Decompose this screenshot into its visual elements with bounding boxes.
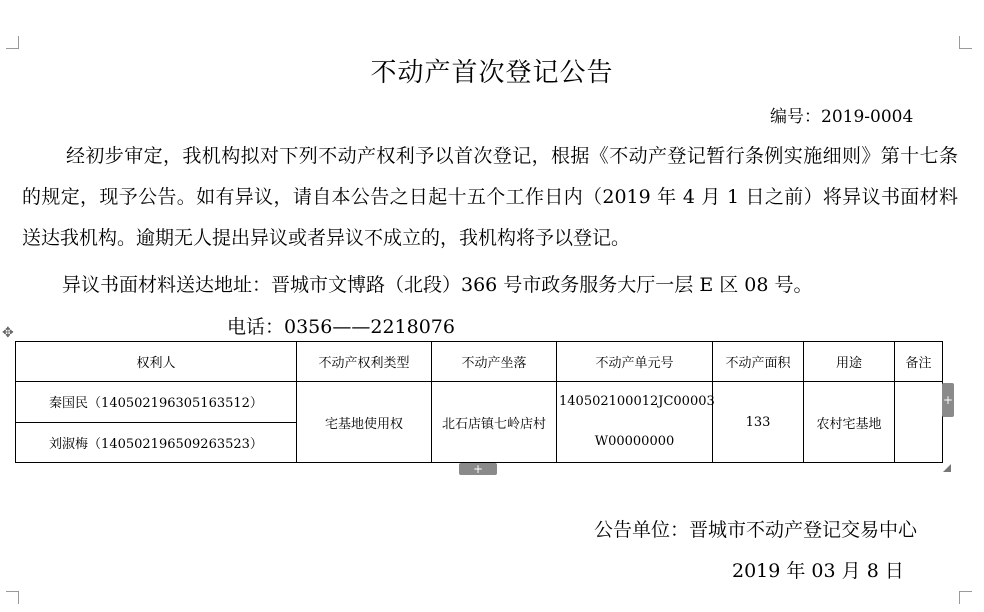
- address-paragraph: 异议书面材料送达地址：晋城市文博路（北段）366 号市政务服务大厅一层 E 区 08 号。: [62, 274, 813, 296]
- header-right-type[interactable]: 不动产权利类型: [297, 342, 432, 382]
- announcement-date: 2019 年 03 月 8 日: [732, 560, 904, 582]
- registration-table: [15, 341, 943, 463]
- header-remark[interactable]: 备注: [895, 342, 943, 382]
- usage-cell[interactable]: 农村宅基地: [804, 382, 895, 463]
- remark-cell[interactable]: [895, 382, 943, 463]
- location-cell[interactable]: 北石店镇七岭店村: [432, 382, 557, 463]
- crop-mark-bottom-left: [6, 591, 19, 604]
- owner-cell[interactable]: 秦国民（140502196305163512）: [16, 382, 297, 423]
- plus-icon: +: [472, 462, 484, 476]
- right-type-cell[interactable]: 宅基地使用权: [297, 382, 432, 463]
- crop-mark-bottom-right: [959, 591, 972, 604]
- table-resize-handle[interactable]: [943, 464, 951, 472]
- crop-mark-top-left: [6, 36, 19, 49]
- table-header-row: [16, 342, 943, 382]
- document-title: 不动产首次登记公告: [370, 58, 614, 88]
- add-row-button[interactable]: [459, 463, 497, 475]
- document-number: 编号：2019-0004: [770, 107, 914, 127]
- plus-icon: +: [942, 393, 954, 407]
- announcement-paragraph: 经初步审定，我机构拟对下列不动产权利予以首次登记，根据《不动产登记暂行条例实施细则》第十七条的规定，现予公告。如有异议，请自本公告之日起十五个工作日内（2019 年 4 月 1 日之前）将异议书面材料送达我机构。逾期无人提出异议或者异议不成立的，我机构将予以登记。: [22, 145, 958, 249]
- add-column-button[interactable]: [942, 383, 954, 417]
- header-area[interactable]: 不动产面积: [713, 342, 804, 382]
- header-location[interactable]: 不动产坐落: [432, 342, 557, 382]
- table-row: [16, 382, 943, 423]
- phone-line: 电话：0356——2218076: [227, 316, 455, 338]
- publisher-line: 公告单位：晋城市不动产登记交易中心: [594, 519, 918, 541]
- unit-no-line2: W00000000: [594, 434, 675, 449]
- unit-no-cell[interactable]: [557, 382, 713, 463]
- area-cell[interactable]: 133: [713, 382, 804, 463]
- owner-cell[interactable]: 刘淑梅（140502196509263523）: [16, 422, 297, 463]
- crop-mark-top-right: [959, 36, 972, 49]
- unit-no-line1: 140502100012JC00003: [559, 394, 715, 409]
- header-owner[interactable]: 权利人: [16, 342, 297, 382]
- move-icon[interactable]: ✥: [2, 325, 14, 341]
- header-usage[interactable]: 用途: [804, 342, 895, 382]
- header-unit-no[interactable]: 不动产单元号: [557, 342, 713, 382]
